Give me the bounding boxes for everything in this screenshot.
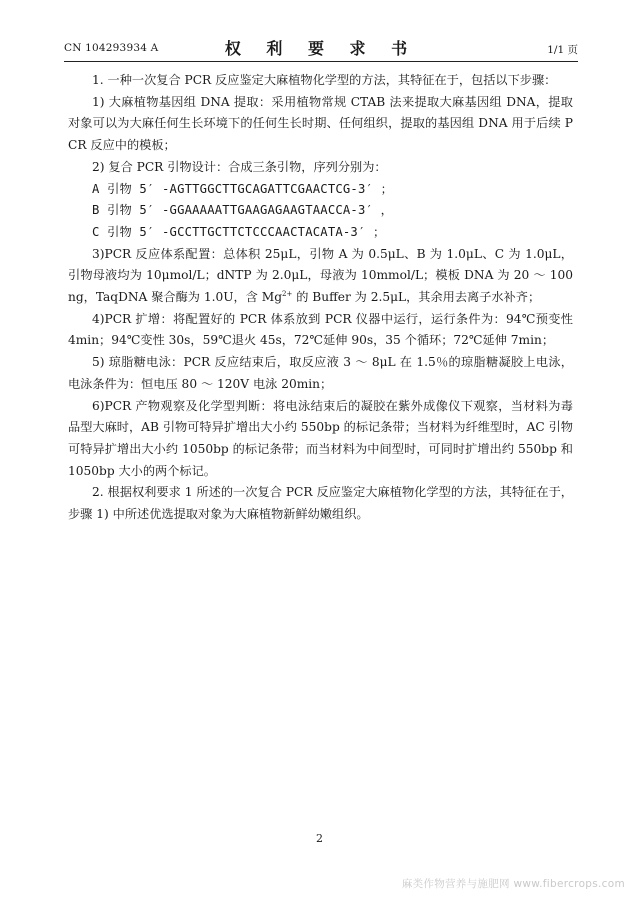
page-count: 1/1 页 xyxy=(547,44,578,56)
claim-2: 2. 根据权利要求 1 所述的一次复合 PCR 反应鉴定大麻植物化学型的方法，其特征在于，步骤 1) 中所述优选提取对象为大麻植物新鲜幼嫩组织。 xyxy=(68,485,573,522)
header-divider xyxy=(64,61,578,62)
claim-1-step-6: 6)PCR 产物观察及化学型判断：将电泳结束后的凝胶在紫外成像仪下观察，当材料为毒品型大麻时，AB 引物可特异扩增出大小约 550bp 的标记条带；当材料为纤维型时，AC 引物可特异扩增出大小约 1050bp 的标记条带；而当材料为中间型时，可同时扩增出约 550bp 和 1050bp 大小的两个标记。 xyxy=(68,398,573,478)
claims-body xyxy=(68,70,573,526)
page-number: 2 xyxy=(316,832,323,845)
document-title: 权 利 要 求 书 xyxy=(224,39,418,58)
primer-b xyxy=(68,200,573,222)
claim-1-step-2: 2) 复合 PCR 引物设计：合成三条引物，序列分别为： xyxy=(92,159,387,174)
step-3-text-cont: 的 Buffer 为 2.5μL，其余用去离子水补齐； xyxy=(292,290,541,305)
site-watermark: 麻类作物营养与施肥网 www.fibercrops.com xyxy=(401,878,625,890)
claim-1-step-3 xyxy=(68,244,573,309)
page-header xyxy=(64,36,578,60)
primer-a-sequence: A 引物 5′ -AGTTGGCTTGCAGATTCGAACTCG-3′ ； xyxy=(92,181,393,196)
primer-b-sequence: B 引物 5′ -GGAAAAATTGAAGAGAAGTAACCA-3′ ， xyxy=(92,203,393,218)
primer-c xyxy=(68,222,573,244)
claim-1-step-5: 5) 琼脂糖电泳：PCR 反应结束后，取反应液 3 ～ 8μL 在 1.5％的琼脂糖凝胶上电泳，电泳条件为：恒电压 80 ～ 120V 电泳 20min； xyxy=(68,355,573,391)
claim-1-step-1: 1) 大麻植物基因组 DNA 提取：采用植物常规 CTAB 法来提取大麻基因组 DNA，提取对象可以为大麻任何生长环境下的任何生长时期、任何组织，提取的基因组 DNA 用于后续 PCR 反应中的模板； xyxy=(68,94,573,153)
claim-1-step-4: 4)PCR 扩增：将配置好的 PCR 体系放到 PCR 仪器中运行，运行条件为：94℃预变性 4min；94℃变性 30s，59℃退火 45s，72℃延伸 90s，35 个循环；72℃延伸 7min； xyxy=(68,311,573,348)
claim-1-intro: 1. 一种一次复合 PCR 反应鉴定大麻植物化学型的方法，其特征在于，包括以下步骤： xyxy=(92,73,557,87)
primer-c-sequence: C 引物 5′ -GCCTTGCTTCTCCCAACTACATA-3′ ； xyxy=(92,224,386,239)
primer-a xyxy=(68,179,573,201)
document-number: CN 104293934 A xyxy=(64,42,159,54)
mg-superscript: 2+ xyxy=(282,289,293,298)
step-3-text: 3)PCR 反应体系配置：总体积 25μL，引物 A 为 0.5μL、B 为 1.0μL、C 为 1.0μL，引物母液均为 10μmol/L；dNTP 为 2.0μL，母液为 10mmol/L；模板 DNA 为 20 ～ 100ng，TaqDNA 聚合酶为 1.0U，含 Mg xyxy=(68,246,573,305)
